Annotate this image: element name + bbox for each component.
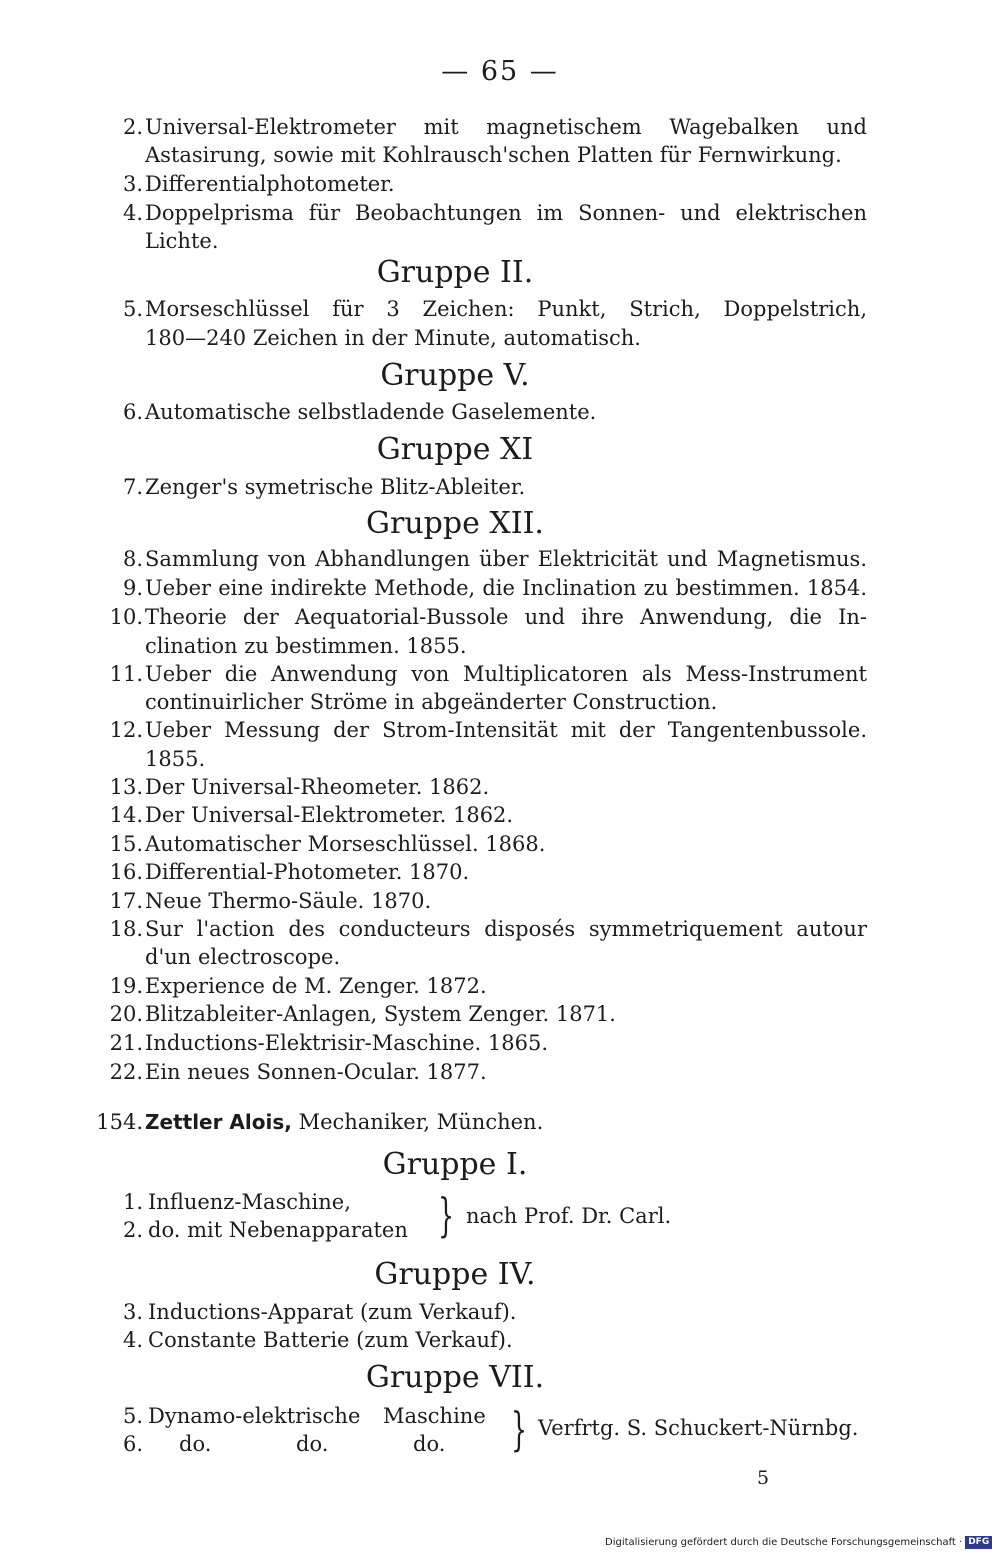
list-item: 2. do. mit Nebenapparaten xyxy=(122,1218,408,1242)
exhibitor-number: 154. xyxy=(96,1110,143,1134)
digitization-footer xyxy=(605,1535,995,1551)
footer-text: Digitalisierung gefördert durch die Deutsche Forschungsgemeinschaft · xyxy=(605,1537,963,1548)
brace-annotation: nach Prof. Dr. Carl. xyxy=(466,1204,672,1228)
group-heading: Gruppe II. xyxy=(376,255,534,290)
group-heading: Gruppe XII. xyxy=(366,506,544,541)
exhibitor-name: Zettler Alois, xyxy=(145,1110,292,1134)
signature-mark: 5 xyxy=(757,1467,770,1489)
group-heading: Gruppe VII. xyxy=(365,1360,545,1395)
exhibitor-description: Mechaniker, München. xyxy=(298,1110,544,1134)
list-item: 6. do. do. do. xyxy=(122,1432,446,1456)
group-heading: Gruppe I. xyxy=(382,1147,528,1182)
document-page: — 65 — 2. Universal-Elektrometer mit magnetischem Wagebalken und Astasirung, sowie mit Kohlrausch'schen Platten für Fernwirkung. 3. Differentialphotometer. 4. Doppelprisma für Beobachtungen im Sonnen- und elektrischen Lichte. Gruppe II. 5. Morseschlüssel für 3 Zeichen: Punkt, Strich, Doppelstrich, 180—240 Zeichen in der Minute, automatisch. Gruppe V. 6. Automatische selbstladende Gaselemente. Gruppe XI 7. Zenger's symetrische Blitz-Ableiter. Gruppe XII. 8. Sammlung von Abhandlungen über Elektricität und Magnetismus. 9. Ueber eine indirekte Methode, die Inclination zu bestimmen. 1854. 10. Theorie der Aequatorial-Bussole und ihre Anwendung, die In- clination zu bestimmen. 1855. 11. Ueber die Anwendung von Multiplicatoren als Mess-Instrument continuirlicher Ströme in abgeänderter Construction. 12. Ueber Messung der Strom-Intensität mit der Tangentenbussole. 1855. 13. Der Universal-Rheometer. 1862. 14. Der Universal-Elektrometer. 1862. 15. Automatischer Morseschlüssel. 1868. 16. Differential-Photometer. 1870. 17. Neue Thermo-Säule. 1870. 18. Sur l'action des conducteurs disposés symmetriquement autour d'un electroscope. 19. Experience de M. Zenger. 1872. 20. Blitzableiter-Anlagen, System Zenger. 1871. 21. Inductions-Elektrisir-Maschine. 1865. 22. Ein neues Sonnen-Ocular. 1877. 154. Zettler Alois, Mechaniker, München. Gruppe I. 1. Influenz-Maschine, 2. do. mit Nebenapparaten } nach Prof. Dr. Carl. Gruppe IV. 3. Inductions-Apparat (zum Verkauf). 4. Constante Batterie (zum Verkauf). Gruppe VII. 5. Dynamo-elektrische Maschine 6. do. do. do. } Verfrtg. S. Schuckert-Nürnbg. 5 Digitalisierung gefördert durch die Deutsche Forschungsgemeinschaft · DFG xyxy=(0,0,1000,1554)
group-heading: Gruppe IV. xyxy=(374,1257,536,1292)
braced-item-group xyxy=(0,1188,1000,1248)
list-item: 1. Influenz-Maschine, xyxy=(122,1190,351,1214)
group-heading: Gruppe XI xyxy=(376,432,534,467)
dfg-logo-badge: DFG xyxy=(965,1536,992,1549)
page-number: — 65 — xyxy=(441,56,559,87)
curly-brace-glyph: } xyxy=(438,1188,455,1242)
brace-annotation: Verfrtg. S. Schuckert-Nürnbg. xyxy=(538,1416,859,1440)
curly-brace-glyph: } xyxy=(511,1402,528,1456)
group-heading: Gruppe V. xyxy=(380,358,530,393)
braced-item-group xyxy=(0,1402,1000,1462)
list-item: 5. Dynamo-elektrische Maschine xyxy=(122,1404,486,1428)
